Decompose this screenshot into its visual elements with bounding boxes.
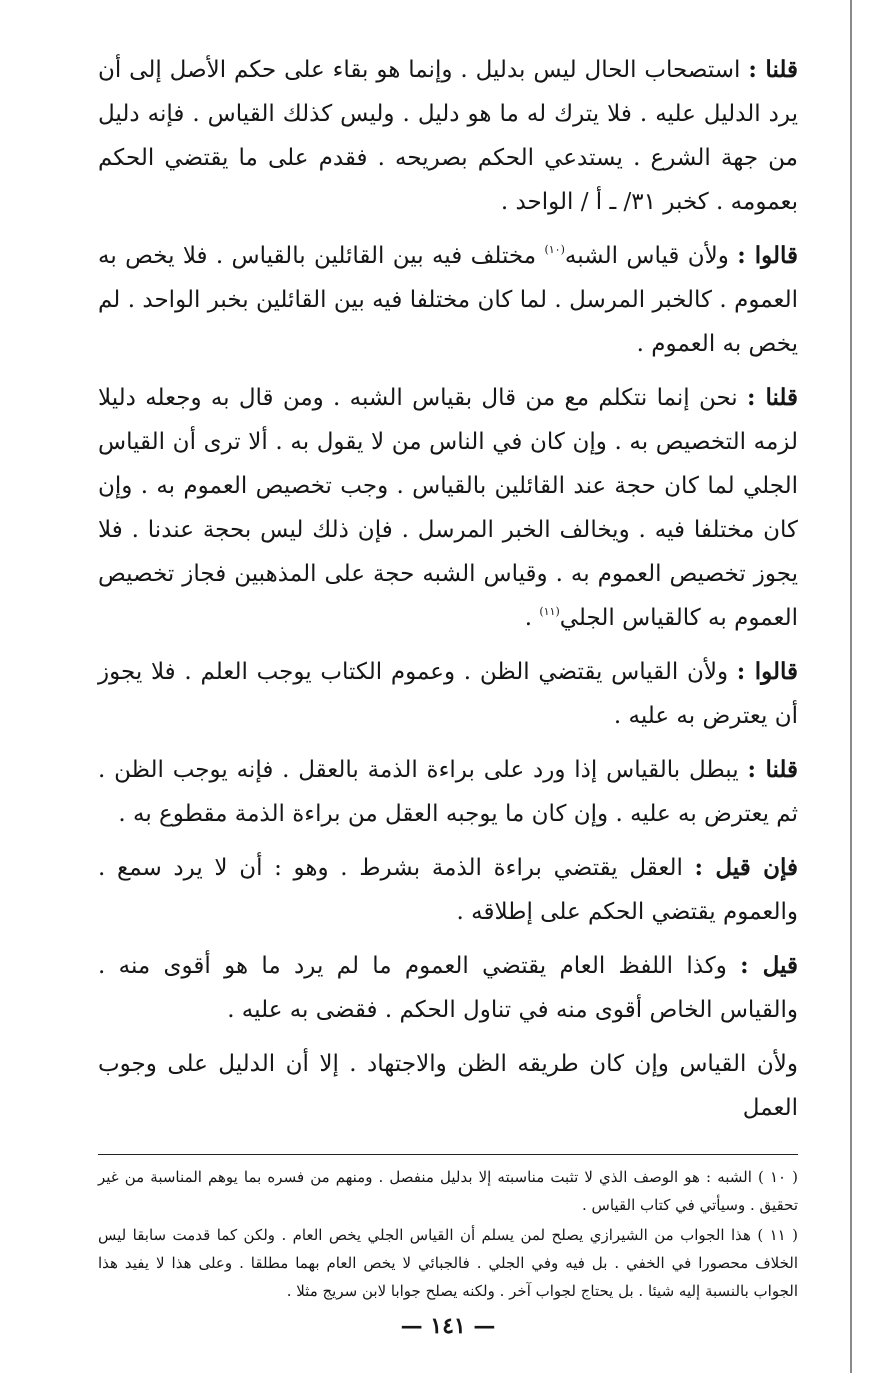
paragraph-text-after: . [524, 605, 540, 631]
page-number: — ١٤١ — [400, 1313, 496, 1339]
paragraph-text: ولأن القياس وإن كان طريقه الظن والاجتهاد . إلا أن الدليل على وجوب العمل [98, 1051, 798, 1121]
paragraph [98, 1042, 798, 1130]
paragraph [98, 234, 798, 366]
page-body [98, 48, 798, 1339]
paragraph-text: يبطل بالقياس إذا ورد على براءة الذمة بالعقل . فإنه يوجب الظن . ثم يعترض به عليه . وإن كان ما يوجبه العقل من براءة الذمة مقطوع به . [98, 757, 798, 827]
footnote-ref[interactable]: (١١) [539, 605, 560, 618]
footnote-ref[interactable]: (١٠) [544, 243, 565, 256]
paragraph-lead: قلنا : [746, 384, 799, 411]
paragraph-lead: قالوا : [736, 658, 798, 685]
paragraph [98, 376, 798, 640]
paragraph [98, 748, 798, 836]
paragraph-text: استصحاب الحال ليس بدليل . وإنما هو بقاء على حكم الأصل إلى أن يرد الدليل عليه . فلا يترك له ما هو دليل . وليس كذلك القياس . فإنه دليل من جهة الشرع . يستدعي الحكم بصريحه . فقدم على ما يقتضي الحكم بعمومه . كخبر ٣١/ ـ أ / الواحد . [98, 57, 798, 215]
footnote: ( ١١ ) هذا الجواب من الشيرازي يصلح لمن يسلم أن القياس الجلي يخص العام . ولكن كما قدمت سابقا ليس الخلاف محصورا في الخفي . بل فيه وفي الجلي . فالجبائي لا يخص العام بهما مطلقا . وعلى هذا لا يفيد هذا الجواب بالنسبة إليه شيئا . بل يحتاج لجواب آخر . ولكنه يصلح جوابا لابن سريج مثلا . [98, 1226, 798, 1300]
paragraph-text: ولأن قياس الشبه [564, 243, 738, 269]
paragraph-text: ولأن القياس يقتضي الظن . وعموم الكتاب يوجب العلم . فلا يجوز أن يعترض به عليه . [98, 659, 798, 729]
paragraph-lead: قلنا : [748, 56, 798, 83]
paragraph-lead: قالوا : [737, 242, 798, 269]
footnote-divider [98, 1154, 798, 1155]
paragraph [98, 650, 798, 738]
paragraph-text: وكذا اللفظ العام يقتضي العموم ما لم يرد ما هو أقوى منه . والقياس الخاص أقوى منه في تناول الحكم . فقضى به عليه . [98, 953, 798, 1023]
paragraph-lead: فإن قيل : [694, 854, 798, 881]
paragraph [98, 48, 798, 224]
scan-edge-line [850, 0, 852, 1373]
paragraph [98, 846, 798, 934]
paragraph-text: العقل يقتضي براءة الذمة بشرط . وهو : أن لا يرد سمع . والعموم يقتضي الحكم على إطلاقه . [98, 855, 798, 925]
paragraph-lead: قيل : [740, 952, 798, 979]
paragraph [98, 944, 798, 1032]
paragraph-lead: قلنا : [747, 756, 799, 783]
paragraph-text: نحن إنما نتكلم مع من قال بقياس الشبه . ومن قال به وجعله دليلا لزمه التخصيص به . وإن كان في الناس من لا يقول به . ألا ترى أن القياس الجلي لما كان حجة عند القائلين بالقياس . وجب تخصيص العموم به . وإن كان مختلفا فيه . ويخالف الخبر المرسل . فإن ذلك ليس بحجة عندنا . فلا يجوز تخصيص العموم به . وقياس الشبه حجة على المذهبين فجاز تخصيص العموم به كالقياس الجلي [98, 385, 798, 631]
footnote: ( ١٠ ) الشبه : هو الوصف الذي لا تثبت مناسبته إلا بدليل منفصل . ومنهم من فسره بما يوهم المناسبة من غير تحقيق . وسيأتي في كتاب القياس . [98, 1168, 799, 1214]
paragraph-text-after: مختلف فيه بين القائلين بالقياس . فلا يخص به العموم . كالخبر المرسل . لما كان مختلفا فيه بين القائلين بخبر الواحد . لم يخص به العموم . [98, 243, 798, 357]
